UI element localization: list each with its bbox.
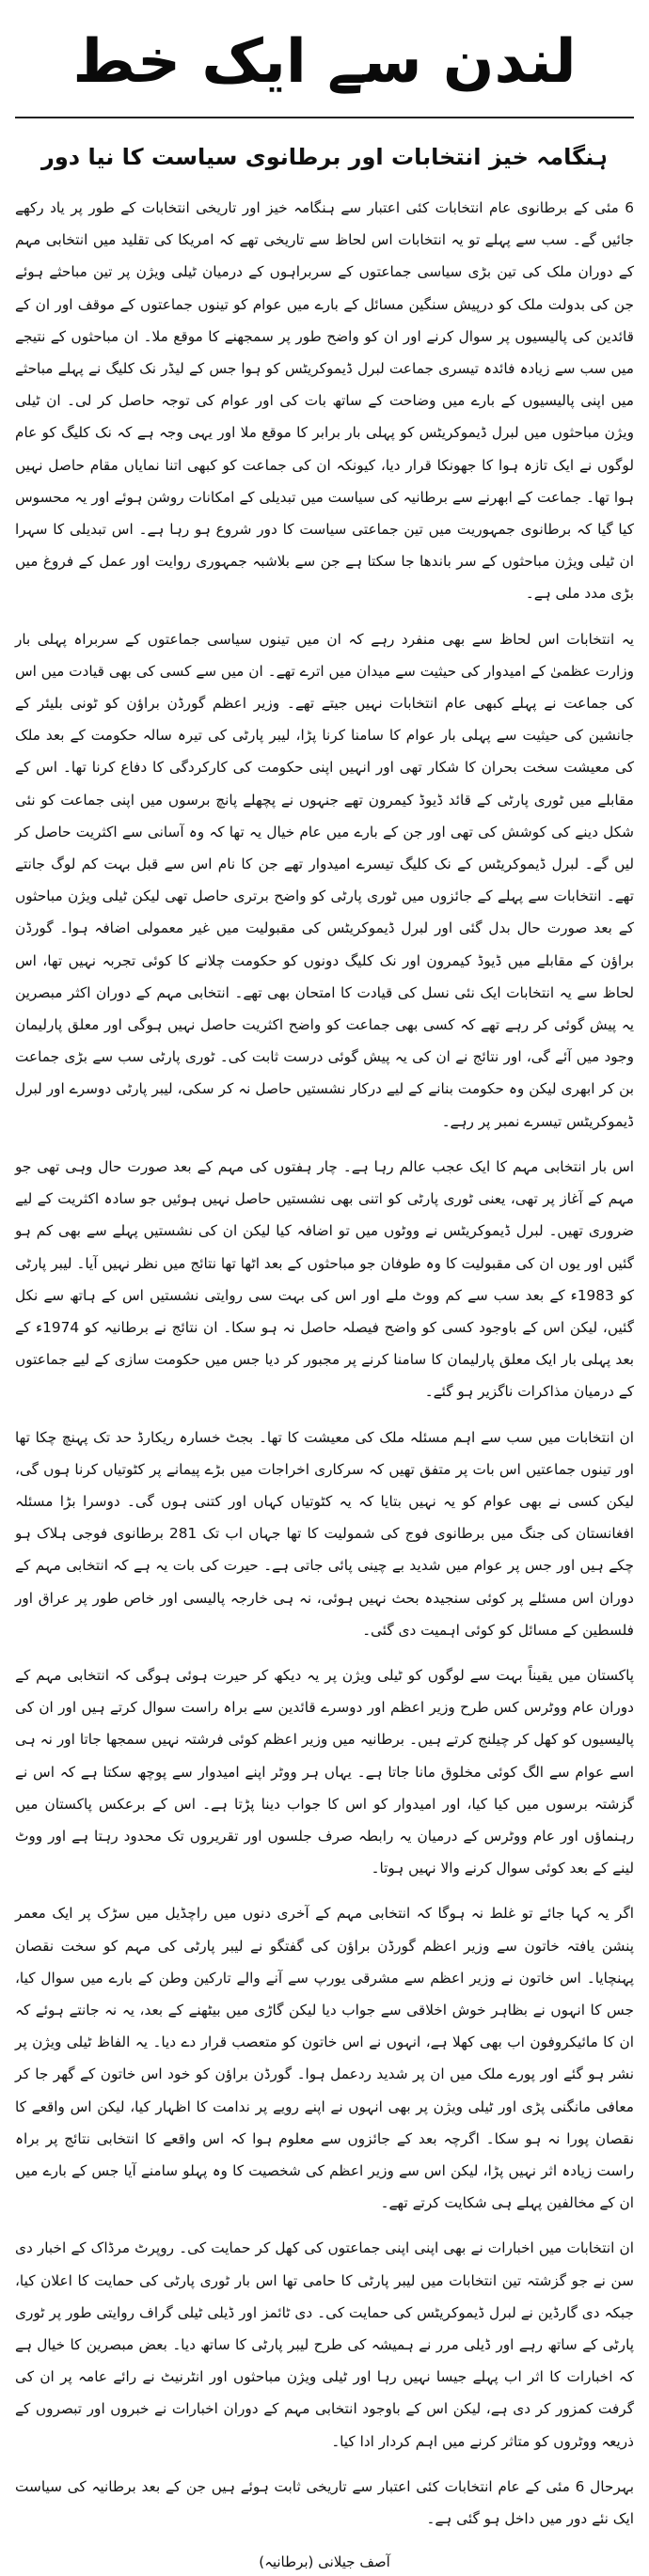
article-body (15, 192, 634, 2535)
paragraph-2: یہ انتخابات اس لحاظ سے بھی منفرد رہے کہ ان میں تینوں سیاسی جماعتوں کے سربراہ پہلی بار وزارت عظمیٰ کے امیدوار کی حیثیت سے میدان میں اترے تھے۔ ان میں سے کسی کی بھی قیادت میں اس کی جماعت نے پہلے کبھی عام انتخابات نہیں جیتے تھے۔ وزیر اعظم گورڈن براؤن کو ٹونی بلیئر کے جانشین کی حیثیت سے پہلی بار عوام کا سامنا کرنا پڑا، لیبر پارٹی کی تیرہ سالہ حکومت کے بعد ملک کی معیشت سخت بحران کا شکار تھی اور انہیں اپنی حکومت کی کارکردگی کا دفاع کرنا تھا۔ اس کے مقابلے میں ٹوری پارٹی کے قائد ڈیوڈ کیمرون تھے جنہوں نے پچھلے پانچ برسوں میں اپنی جماعت کو نئی شکل دینے کی کوشش کی تھی اور جن کے بارے میں عام خیال یہ تھا کہ وہ آسانی سے اکثریت حاصل کر لیں گے۔ لبرل ڈیموکریٹس کے نک کلیگ تیسرے امیدوار تھے جن کا نام اس سے قبل بہت کم لوگ جانتے تھے۔ انتخابات سے پہلے کے جائزوں میں ٹوری پارٹی کو واضح برتری حاصل تھی لیکن ٹیلی ویژن مباحثوں کے بعد صورت حال بدل گئی اور لبرل ڈیموکریٹس کی مقبولیت میں غیر معمولی اضافہ ہوا۔ گورڈن براؤن کے مقابلے میں ڈیوڈ کیمرون اور نک کلیگ دونوں کو حکومت چلانے کا کوئی تجربہ نہیں تھا، اس لحاظ سے یہ انتخابات ایک نئی نسل کی قیادت کا امتحان بھی تھے۔ انتخابی مہم کے دوران اکثر مبصرین یہ پیش گوئی کر رہے تھے کہ کسی بھی جماعت کو واضح اکثریت حاصل نہیں ہوگی اور معلق پارلیمان وجود میں آئے گی، اور نتائج نے ان کی یہ پیش گوئی درست ثابت کی۔ ٹوری پارٹی سب سے بڑی جماعت بن کر ابھری لیکن وہ حکومت بنانے کے لیے درکار نشستیں حاصل نہ کر سکی، لیبر پارٹی دوسرے اور لبرل ڈیموکریٹس تیسرے نمبر پر رہے۔ (15, 630, 634, 1130)
paragraph-3: اس بار انتخابی مہم کا ایک عجب عالم رہا ہے۔ چار ہفتوں کی مہم کے بعد صورت حال وہی تھی جو مہم کے آغاز پر تھی، یعنی ٹوری پارٹی کو اتنی بھی نشستیں حاصل نہیں ہوئیں جو سادہ اکثریت کے لیے ضروری تھیں۔ لبرل ڈیموکریٹس نے ووٹوں میں تو اضافہ کیا لیکن ان کی نشستیں پہلے سے بھی کم ہو گئیں اور یوں ان کی مقبولیت کا وہ طوفان جو مباحثوں کے بعد اٹھا تھا نتائج میں نظر نہیں آیا۔ لیبر پارٹی کو 1983ء کے بعد سب سے کم ووٹ ملے اور اس کی بہت سی روایتی نشستیں اس کے ہاتھ سے نکل گئیں، لیکن اس کے باوجود کسی کو واضح فیصلہ حاصل نہ ہو سکا۔ ان نتائج نے برطانیہ کو 1974ء کے بعد پہلی بار ایک معلق پارلیمان کا سامنا کرنے پر مجبور کر دیا جس میں حکومت سازی کے لیے جماعتوں کے درمیان مذاکرات ناگزیر ہو گئے۔ (15, 1157, 634, 1401)
title-rule (15, 117, 634, 118)
column-title: لندن سے ایک خط (72, 27, 577, 97)
paragraph-6: اگر یہ کہا جائے تو غلط نہ ہوگا کہ انتخابی مہم کے آخری دنوں میں راچڈیل میں سڑک پر ایک معمر پنشن یافتہ خاتون سے وزیر اعظم گورڈن براؤن کی گفتگو نے لیبر پارٹی کی مہم کو سخت نقصان پہنچایا۔ اس خاتون نے وزیر اعظم سے مشرقی یورپ سے آنے والے تارکین وطن کے بارے میں سوال کیا، جس کا انہوں نے بظاہر خوش اخلاقی سے جواب دیا لیکن گاڑی میں بیٹھنے کے بعد، یہ نہ جانتے ہوئے کہ ان کا مائیکروفون اب بھی کھلا ہے، انہوں نے اس خاتون کو متعصب قرار دے دیا۔ یہ الفاظ ٹیلی ویژن پر نشر ہو گئے اور پورے ملک میں ان پر شدید ردعمل ہوا۔ گورڈن براؤن کو خود اس خاتون کے گھر جا کر معافی مانگنی پڑی اور ٹیلی ویژن پر بھی انہوں نے اپنے رویے پر ندامت کا اظہار کیا، لیکن اس واقعے کا نقصان پورا نہ ہو سکا۔ اگرچہ بعد کے جائزوں سے معلوم ہوا کہ اس واقعے کا انتخابی نتائج پر براہ راست زیادہ اثر نہیں پڑا، لیکن اس سے وزیر اعظم کی شخصیت کا وہ پہلو سامنے آیا جس کے بارے میں ان کے مخالفین پہلے ہی شکایت کرتے تھے۔ (15, 1905, 634, 2212)
paragraph-4: ان انتخابات میں سب سے اہم مسئلہ ملک کی معیشت کا تھا۔ بجٹ خسارہ ریکارڈ حد تک پہنچ چکا تھا اور تینوں جماعتیں اس بات پر متفق تھیں کہ سرکاری اخراجات میں بڑے پیمانے پر کٹوتیاں کرنا ہوں گی، لیکن کسی نے بھی عوام کو یہ نہیں بتایا کہ یہ کٹوتیاں کہاں اور کتنی ہوں گی۔ دوسرا بڑا مسئلہ افغانستان کی جنگ میں برطانوی فوج کی شمولیت کا تھا جہاں اب تک 281 برطانوی فوجی ہلاک ہو چکے ہیں اور جس پر عوام میں شدید بے چینی پائی جاتی ہے۔ حیرت کی بات یہ ہے کہ انتخابی مہم کے دوران اس مسئلے پر کوئی سنجیدہ بحث نہیں ہوئی، نہ ہی خارجہ پالیسی اور خاص طور پر عراق اور فلسطین کے مسائل کو کوئی اہمیت دی گئی۔ (15, 1428, 634, 1639)
paragraph-8: بہرحال 6 مئی کے عام انتخابات کئی اعتبار سے تاریخی ثابت ہوئے ہیں جن کے بعد برطانیہ کی سیاست ایک نئے دور میں داخل ہو گئی ہے۔ (15, 2477, 634, 2528)
article-headline: ہنگامہ خیز انتخابات اور برطانوی سیاست کا نیا دور (41, 144, 608, 170)
paragraph-5: پاکستان میں یقیناً بہت سے لوگوں کو ٹیلی ویژن پر یہ دیکھ کر حیرت ہوئی ہوگی کہ انتخابی مہم کے دوران عام ووٹرس کس طرح وزیر اعظم اور دوسرے قائدین سے براہ راست سوال کرتے ہیں اور ان کی پالیسیوں کو کھل کر چیلنج کرتے ہیں۔ برطانیہ میں وزیر اعظم کوئی فرشتہ نہیں سمجھا جاتا اور نہ ہی اسے عوام سے الگ کوئی مخلوق مانا جاتا ہے۔ یہاں ہر ووٹر اپنے امیدوار سے پوچھ سکتا ہے کہ اس نے گزشتہ برسوں میں کیا کیا، اور امیدوار کو اس کا جواب دینا پڑتا ہے۔ اس کے برعکس پاکستان میں رہنماؤں اور عام ووٹرس کے درمیان یہ رابطہ صرف جلسوں اور تقریروں تک محدود رہتا ہے اور ووٹ لینے کے بعد کوئی سوال کرنے والا نہیں ہوتا۔ (15, 1666, 634, 1877)
paragraph-1: 6 مئی کے برطانوی عام انتخابات کئی اعتبار سے ہنگامہ خیز اور تاریخی انتخابات کے طور پر یاد رکھے جائیں گے۔ سب سے پہلے تو یہ انتخابات اس لحاظ سے تاریخی تھے کہ امریکا کی تقلید میں انتخابی مہم کے دوران ملک کی تین بڑی سیاسی جماعتوں کے سربراہوں کے درمیان ٹیلی ویژن پر تین مباحثے ہوئے جن کی بدولت ملک کو درپیش سنگین مسائل کے بارے میں عوام کو تینوں جماعتوں کے موقف اور ان کے قائدین کی پالیسیوں پر سوال کرنے اور ان کو واضح طور پر سمجھنے کا موقع ملا۔ ان مباحثوں کے نتیجے میں سب سے زیادہ فائدہ تیسری جماعت لبرل ڈیموکریٹس کو ہوا جس کے لیڈر نک کلیگ نے پہلے مباحثے میں اپنی پالیسیوں کے بارے میں وضاحت کے ساتھ بات کی اور عوام کی توجہ حاصل کر لی۔ ان ٹیلی ویژن مباحثوں میں لبرل ڈیموکریٹس کو پہلی بار برابر کا موقع ملا اور یہی وجہ ہے کہ نک کلیگ کو عام لوگوں نے ایک تازہ ہوا کا جھونکا قرار دیا، کیونکہ ان کی جماعت کو کبھی اتنا نمایاں مقام حاصل نہیں ہوا تھا۔ جماعت کے ابھرنے سے برطانیہ کی سیاست میں تبدیلی کے امکانات روشن ہوئے اور یہ محسوس کیا گیا کہ برطانوی جمہوریت میں تین جماعتی سیاست کا دور شروع ہو رہا ہے۔ اس تبدیلی کا سہرا ان ٹیلی ویژن مباحثوں کے سر باندھا جا سکتا ہے جن سے بلاشبہ جمہوری روایت اور عمل کے فروغ میں بڑی مدد ملی ہے۔ (15, 199, 634, 603)
author-byline: آصف جیلانی (برطانیہ) (259, 2553, 390, 2571)
paragraph-7: ان انتخابات میں اخبارات نے بھی اپنی اپنی جماعتوں کی کھل کر حمایت کی۔ روپرٹ مرڈاک کے اخبار دی سن نے جو گزشتہ تین انتخابات میں لیبر پارٹی کا حامی تھا اس بار ٹوری پارٹی کی حمایت کا اعلان کیا، جبکہ دی گارڈین نے لبرل ڈیموکریٹس کی حمایت کی۔ دی ٹائمز اور ڈیلی ٹیلی گراف روایتی طور پر ٹوری پارٹی کے ساتھ رہے اور ڈیلی مرر نے ہمیشہ کی طرح لیبر پارٹی کا ساتھ دیا۔ بعض مبصرین کا خیال ہے کہ اخبارات کا اثر اب پہلے جیسا نہیں رہا اور ٹیلی ویژن مباحثوں اور انٹرنیٹ نے رائے عامہ پر ان کی گرفت کمزور کر دی ہے، لیکن اس کے باوجود انتخابی مہم کے دوران اخبارات نے خبروں اور تبصروں کے ذریعہ ووٹروں کو متاثر کرنے میں اہم کردار ادا کیا۔ (15, 2239, 634, 2450)
